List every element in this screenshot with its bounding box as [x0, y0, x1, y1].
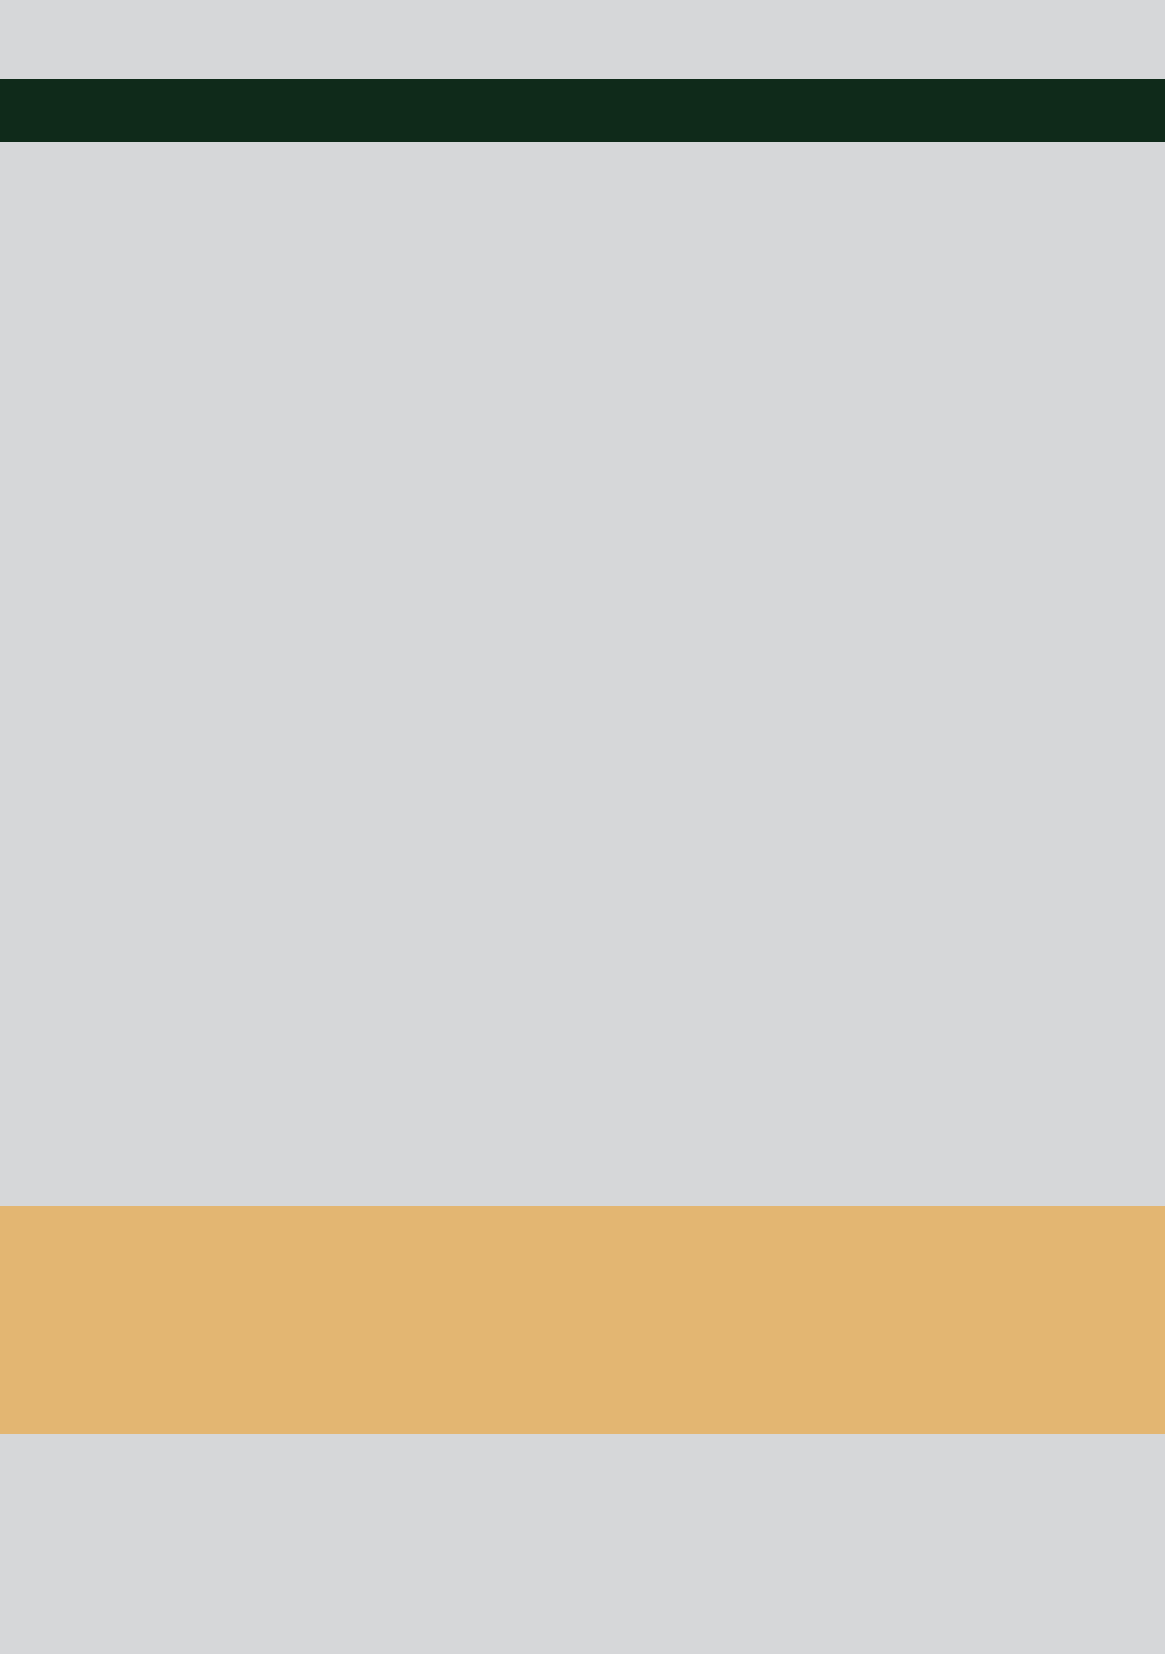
restaurant-logo	[280, 1490, 900, 1620]
header-bar	[0, 79, 1165, 142]
allergen-notice	[0, 1206, 1165, 1434]
